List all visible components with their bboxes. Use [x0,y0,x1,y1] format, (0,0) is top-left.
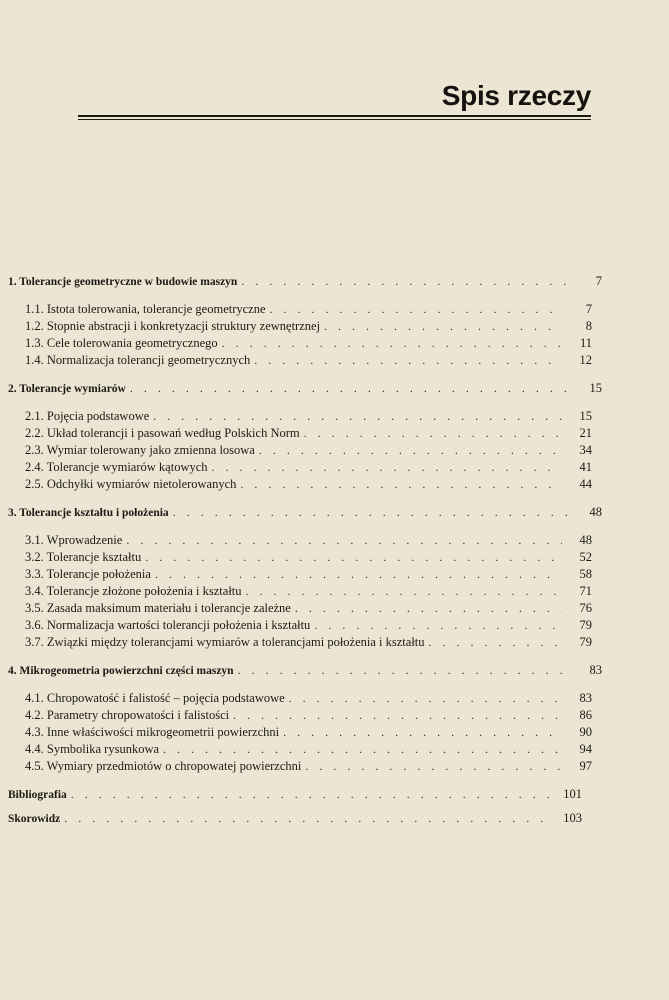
dot-leader [270,301,562,317]
toc-entry-page: 7 [595,274,602,288]
toc-chapter-3 [8,504,602,520]
toc-entry-label: 3. Tolerancje kształtu i położenia [8,507,169,519]
toc-entry-page: 48 [589,505,602,519]
toc-entry-page: 103 [563,811,582,825]
dot-leader [259,442,562,458]
toc-entry-label: 4.5. Wymiary przedmiotów o chropowatej powierzchni [25,759,302,773]
toc-entry-label: 4. Mikrogeometria powierzchni części maszyn [8,665,234,677]
toc-entry-label: 2.5. Odchyłki wymiarów nietolerowanych [25,477,237,491]
dot-leader [254,352,562,368]
toc-entry-label: 3.2. Tolerancje kształtu [25,550,142,564]
toc-entry-page: 34 [579,443,592,457]
toc-section-2-5 [25,476,592,492]
toc-entry-page: 94 [579,742,592,756]
toc-entry-page: 48 [579,533,592,547]
toc-entry-page: 76 [579,601,592,615]
toc-chapter-1 [8,273,602,289]
dot-leader [304,425,562,441]
toc-entry-label: 1. Tolerancje geometryczne w budowie maszyn [8,276,238,288]
title-rule-thin [78,119,591,120]
dot-leader [246,583,562,599]
toc-section-4-3 [25,724,592,740]
toc-entry-page: 58 [579,567,592,581]
dot-leader [173,504,572,520]
toc-chapter-2 [8,380,602,396]
toc-entry-label: 4.3. Inne właściwości mikrogeometrii powierzchni [25,725,280,739]
dot-leader [233,707,562,723]
toc-entry-page: 11 [579,336,592,350]
toc-bibliography [8,786,582,802]
dot-leader [283,724,562,740]
dot-leader [222,335,562,351]
toc-section-4-1 [25,690,592,706]
toc-entry-label: Bibliografia [8,789,67,801]
toc-section-3-3 [25,566,592,582]
toc-section-2-2 [25,425,592,441]
toc-section-2-3 [25,442,592,458]
toc-entry-page: 83 [579,691,592,705]
toc-entry-page: 8 [585,319,592,333]
toc-section-1-2 [25,318,592,334]
toc-section-3-6 [25,617,592,633]
dot-leader [241,273,572,289]
toc-section-1-3 [25,335,592,351]
dot-leader [305,758,562,774]
toc-entry-page: 12 [579,353,592,367]
toc-entry-page: 97 [579,759,592,773]
toc-entry-label: 3.5. Zasada maksimum materiału i tolerancje zależne [25,601,291,615]
toc-entry-page: 7 [585,302,592,316]
toc-entry-label: 4.1. Chropowatość i falistość – pojęcia podstawowe [25,691,285,705]
toc-section-4-5 [25,758,592,774]
toc-entry-label: 2. Tolerancje wymiarów [8,383,126,395]
toc-section-4-2 [25,707,592,723]
toc-entry-page: 41 [579,460,592,474]
toc-entry-label: 2.3. Wymiar tolerowany jako zmienna losowa [25,443,255,457]
toc-entry-page: 44 [579,477,592,491]
dot-leader [130,380,572,396]
toc-section-3-4 [25,583,592,599]
dot-leader [295,600,562,616]
dot-leader [238,662,572,678]
dot-leader [153,408,562,424]
toc-entry-page: 52 [579,550,592,564]
toc-entry-page: 71 [579,584,592,598]
toc-section-4-4 [25,741,592,757]
dot-leader [289,690,562,706]
dot-leader [155,566,562,582]
toc-entry-label: 3.6. Normalizacja wartości tolerancji położenia i kształtu [25,618,311,632]
toc-entry-page: 86 [579,708,592,722]
page-title: Spis rzeczy [441,80,591,111]
toc-section-1-4 [25,352,592,368]
dot-leader [163,741,562,757]
toc-chapter-4 [8,662,602,678]
dot-leader [71,786,552,802]
toc-entry-page: 101 [563,787,582,801]
toc-entry-page: 79 [579,635,592,649]
dot-leader [145,549,562,565]
dot-leader [64,810,552,826]
toc-entry-label: 4.2. Parametry chropowatości i falistości [25,708,230,722]
toc-entry-label: 1.1. Istota tolerowania, tolerancje geometryczne [25,302,266,316]
toc-section-3-1 [25,532,592,548]
toc-entry-label: 2.1. Pojęcia podstawowe [25,409,150,423]
dot-leader [324,318,562,334]
toc-entry-label: 2.4. Tolerancje wymiarów kątowych [25,460,208,474]
toc-section-3-7 [25,634,592,650]
toc-entry-label: 3.3. Tolerancje położenia [25,567,151,581]
toc-entry-label: 1.4. Normalizacja tolerancji geometrycznych [25,353,251,367]
toc-entry-label: 3.7. Związki między tolerancjami wymiarów a tolerancjami położenia i kształtu [25,635,425,649]
dot-leader [126,532,562,548]
toc-entry-page: 79 [579,618,592,632]
toc-section-1-1 [25,301,592,317]
toc-section-2-4 [25,459,592,475]
title-rule-thick [78,115,591,117]
dot-leader [212,459,562,475]
toc-entry-page: 83 [589,663,602,677]
toc-entry-label: 1.2. Stopnie abstracji i konkretyzacji struktury zewnętrznej [25,319,321,333]
toc-index [8,810,582,826]
toc-entry-page: 21 [579,426,592,440]
toc-entry-page: 15 [589,381,602,395]
toc-section-3-5 [25,600,592,616]
toc-entry-page: 15 [579,409,592,423]
toc-entry-page: 90 [579,725,592,739]
toc-entry-label: Skorowidz [8,813,61,825]
toc-section-2-1 [25,408,592,424]
toc-entry-label: 4.4. Symbolika rysunkowa [25,742,160,756]
toc-entry-label: 3.1. Wprowadzenie [25,533,123,547]
dot-leader [429,634,562,650]
toc-entry-label: 3.4. Tolerancje złożone położenia i kształtu [25,584,242,598]
dot-leader [314,617,562,633]
dot-leader [240,476,562,492]
toc-entry-label: 1.3. Cele tolerowania geometrycznego [25,336,218,350]
toc-section-3-2 [25,549,592,565]
toc-entry-label: 2.2. Układ tolerancji i pasowań według Polskich Norm [25,426,300,440]
